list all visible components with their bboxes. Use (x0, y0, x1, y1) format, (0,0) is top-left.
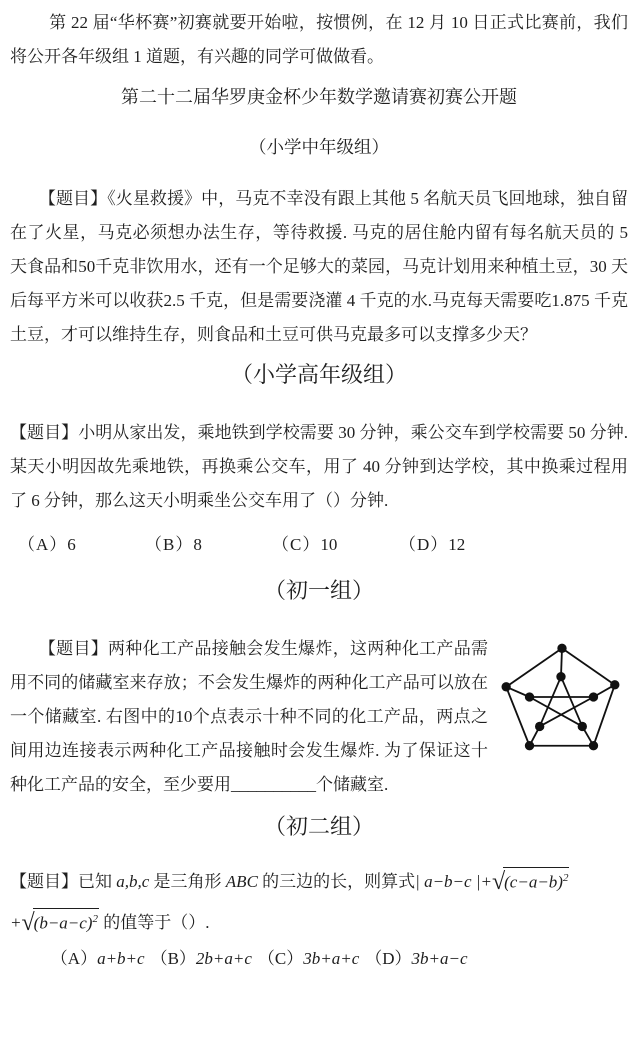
junior2-var-abc: a,b,c (116, 872, 150, 891)
radical-sign-icon: √ (21, 910, 35, 936)
document-title: 第二十二届华罗庚金杯少年数学邀请赛初赛公开题 (121, 87, 517, 107)
option-a-label: （A） (18, 535, 68, 554)
problem-junior1 (10, 632, 628, 802)
sqrt-radicand-1-text: (c−a−b) (504, 873, 563, 892)
sqrt-radicand-1 (503, 867, 569, 893)
option-b-expr: 2b+a+c (195, 949, 252, 968)
option-a (51, 949, 145, 968)
problem-junior2-line2 (10, 904, 628, 942)
petersen-graph-figure (496, 630, 628, 764)
option-b-label: （B） (150, 949, 196, 968)
option-b (151, 949, 252, 968)
option-b-label: （B） (145, 535, 194, 554)
group-heading-junior1: （初一组） (263, 578, 374, 603)
option-c-value: 10 (320, 535, 338, 554)
sqrt-radical-1 (492, 867, 569, 893)
option-c (272, 528, 399, 562)
problem-junior2-line1 (10, 860, 628, 904)
option-d-label: （D） (399, 535, 449, 554)
option-d-label: （D） (365, 949, 412, 968)
petersen-graph-svg (496, 630, 628, 764)
radical-sign-icon: √ (491, 869, 506, 895)
junior2-seg-triangle: 是三角形 (149, 872, 226, 891)
option-a-label: （A） (50, 949, 98, 968)
sqrt-radical-2 (21, 908, 98, 934)
option-b (145, 528, 272, 562)
junior2-abs-term: | a−b−c |+ (415, 872, 492, 891)
junior2-seg-expr: 的三边的长，则算式 (257, 872, 416, 891)
problem-primary-high: 【题目】小明从家出发，乘地铁到学校需要 30 分钟，乘公交车到学校需要 50 分钟. 某天小明因故先乘地铁，再换乘公交车，用了 40 分钟到达学校，其中换乘过程用了 6 分钟，那么这天小明乘坐公交车用了（）分钟. (10, 423, 628, 510)
option-a-value: 6 (67, 535, 76, 554)
junior2-seg-equals: 的值等于（）. (98, 913, 210, 932)
option-c-expr: 3b+a+c (303, 949, 360, 968)
junior2-plus: + (10, 913, 22, 932)
option-c-label: （C） (272, 535, 321, 554)
sqrt-exponent-2: 2 (92, 913, 98, 926)
option-c (258, 949, 359, 968)
intro-paragraph: 第 22 届“华杯赛”初赛就要开始啦，按惯例，在 12 月 10 日正式比赛前，我们将公开各年级组 1 道题，有兴趣的同学可做做看。 (10, 13, 628, 66)
option-a (18, 528, 145, 562)
option-d-value: 12 (448, 535, 466, 554)
option-a-expr: a+b+c (97, 949, 145, 968)
junior2-var-ABC: ABC (225, 872, 258, 891)
option-c-label: （C） (257, 949, 304, 968)
group-heading-primary-mid: （小学中年级组） (249, 137, 389, 157)
options-primary-high (10, 528, 628, 562)
group-heading-junior2: （初二组） (263, 814, 374, 839)
group-heading-primary-high: （小学高年级组） (230, 362, 407, 387)
sqrt-radicand-2 (33, 908, 99, 934)
options-junior2 (10, 944, 628, 974)
problem-junior1-text: 【题目】两种化工产品接触会发生爆炸，这两种化工产品需用不同的储藏室来存放；不会发生爆炸的两种化工产品可以放在一个储藏室. 右图中的10个点表示十种不同的化工产品，两点之间用边连接表示两种化工产品接触时会发生爆炸. 为了保证这十种化工产品的安全，至少要用__________个储藏室. (10, 639, 488, 794)
problem-primary-mid: 【题目】《火星救援》中，马克不幸没有跟上其他 5 名航天员飞回地球，独自留在了火星，马克必须想办法生存，等待救援. 马克的居住舱内留有每名航天员的 5 天食品和50千克非饮用水，还有一个足够大的菜园，马克计划用来种植土豆，30 天后每平方米可以收获2.5 千克，但是需要浇灌 4 千克的水.马克每天需要吃1.875 千克土豆，才可以维持生存，则食品和土豆可供马克最多可以支撑多少天？ (10, 189, 628, 344)
option-d-expr: 3b+a−c (411, 949, 468, 968)
option-d (399, 528, 526, 562)
sqrt-exponent-1: 2 (562, 872, 569, 885)
sqrt-radicand-2-text: (b−a−c) (33, 914, 93, 933)
option-b-value: 8 (193, 535, 202, 554)
option-d (365, 949, 467, 968)
junior2-seg-intro: 【题目】已知 (10, 872, 117, 891)
